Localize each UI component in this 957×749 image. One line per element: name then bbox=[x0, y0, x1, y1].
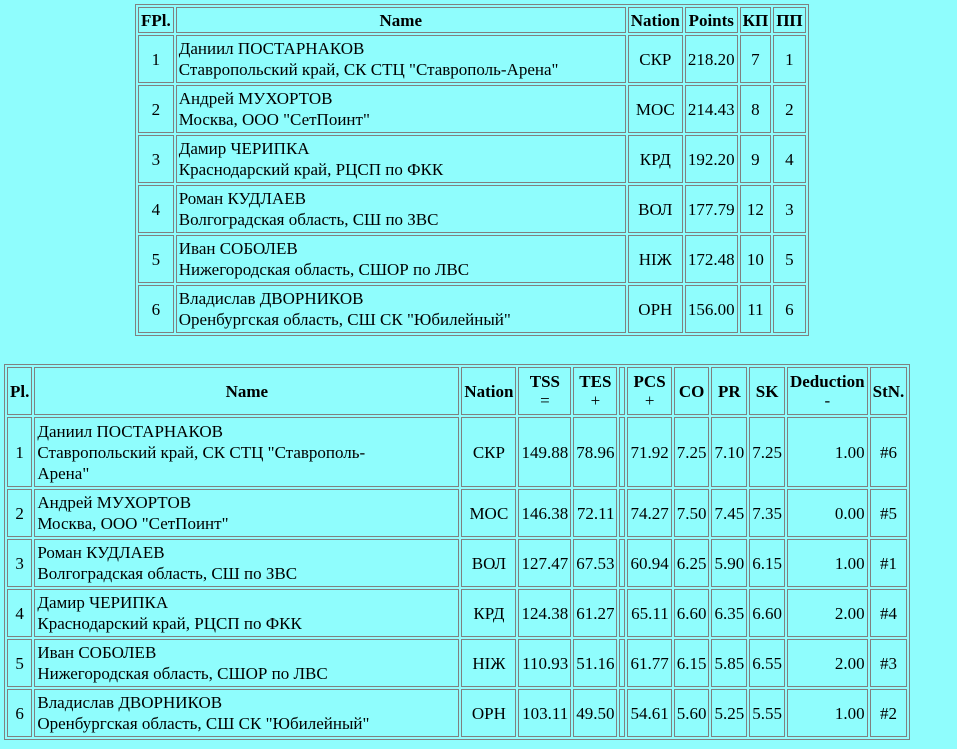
segment-pcs: 60.94 bbox=[627, 539, 671, 587]
final-kp: 11 bbox=[740, 285, 772, 333]
segment-stn: #2 bbox=[870, 689, 908, 737]
segment-header-spacer bbox=[619, 367, 625, 415]
segment-co: 7.25 bbox=[674, 417, 710, 487]
skater-name: Дамир ЧЕРИПКА bbox=[178, 139, 310, 158]
final-header-name: Name bbox=[176, 7, 626, 33]
segment-tss: 110.93 bbox=[518, 639, 571, 687]
final-points: 192.20 bbox=[685, 135, 738, 183]
skater-name: Андрей МУХОРТОВ bbox=[178, 89, 333, 108]
segment-tes: 78.96 bbox=[573, 417, 617, 487]
skater-club: Нижегородская область, СШОР по ЛВС bbox=[37, 664, 328, 683]
segment-nation: ОРН bbox=[461, 689, 516, 737]
segment-row bbox=[7, 539, 907, 587]
final-pp: 4 bbox=[773, 135, 805, 183]
segment-place: 4 bbox=[7, 589, 32, 637]
segment-header-co: CO bbox=[674, 367, 710, 415]
final-place: 4 bbox=[138, 185, 174, 233]
final-name-cell bbox=[176, 135, 626, 183]
tes-label: TES bbox=[579, 372, 612, 391]
skater-name: Роман КУДЛАЕВ bbox=[37, 543, 165, 562]
final-points: 214.43 bbox=[685, 85, 738, 133]
segment-tes: 51.16 bbox=[573, 639, 617, 687]
segment-tss: 146.38 bbox=[518, 489, 571, 537]
segment-tss: 103.11 bbox=[518, 689, 571, 737]
segment-header-stn: StN. bbox=[870, 367, 908, 415]
final-header-points: Points bbox=[685, 7, 738, 33]
final-nation: ОРН bbox=[628, 285, 683, 333]
segment-row bbox=[7, 639, 907, 687]
segment-header-deduction bbox=[787, 367, 868, 415]
segment-co: 7.50 bbox=[674, 489, 710, 537]
skater-name: Владислав ДВОРНИКОВ bbox=[178, 289, 364, 308]
final-name-cell bbox=[176, 35, 626, 83]
segment-spacer bbox=[619, 589, 625, 637]
final-place: 5 bbox=[138, 235, 174, 283]
segment-place: 2 bbox=[7, 489, 32, 537]
final-header-place: FPl. bbox=[138, 7, 174, 33]
segment-row bbox=[7, 489, 907, 537]
segment-row bbox=[7, 589, 907, 637]
deduction-label: Deduction bbox=[789, 372, 865, 391]
skater-club: Краснодарский край, РЦСП по ФКК bbox=[37, 614, 302, 633]
segment-spacer bbox=[619, 417, 625, 487]
segment-spacer bbox=[619, 689, 625, 737]
segment-name-cell bbox=[34, 489, 459, 537]
final-name-cell bbox=[176, 185, 626, 233]
segment-tss: 124.38 bbox=[518, 589, 571, 637]
segment-place: 1 bbox=[7, 417, 32, 487]
segment-pr: 5.85 bbox=[711, 639, 747, 687]
deduction-operator: - bbox=[824, 391, 831, 410]
segment-pcs: 65.11 bbox=[627, 589, 671, 637]
final-kp: 8 bbox=[740, 85, 772, 133]
segment-spacer bbox=[619, 489, 625, 537]
tes-operator: + bbox=[590, 391, 601, 410]
final-header-pp: ПП bbox=[773, 7, 805, 33]
skater-name: Дамир ЧЕРИПКА bbox=[37, 593, 169, 612]
final-row bbox=[138, 285, 806, 333]
final-place: 3 bbox=[138, 135, 174, 183]
skater-name: Роман КУДЛАЕВ bbox=[178, 189, 306, 208]
final-points: 172.48 bbox=[685, 235, 738, 283]
segment-sk: 7.35 bbox=[749, 489, 785, 537]
final-kp: 10 bbox=[740, 235, 772, 283]
segment-header-tss bbox=[518, 367, 571, 415]
segment-deduction: 1.00 bbox=[787, 539, 868, 587]
segment-header-pr: PR bbox=[711, 367, 747, 415]
final-row bbox=[138, 135, 806, 183]
segment-sk: 6.15 bbox=[749, 539, 785, 587]
segment-spacer bbox=[619, 539, 625, 587]
final-row bbox=[138, 35, 806, 83]
tss-operator: = bbox=[540, 391, 550, 410]
segment-pr: 5.90 bbox=[711, 539, 747, 587]
segment-nation: НІЖ bbox=[461, 639, 516, 687]
segment-header-name: Name bbox=[34, 367, 459, 415]
segment-sk: 5.55 bbox=[749, 689, 785, 737]
final-pp: 1 bbox=[773, 35, 805, 83]
segment-co: 6.25 bbox=[674, 539, 710, 587]
segment-pcs: 71.92 bbox=[627, 417, 671, 487]
final-pp: 5 bbox=[773, 235, 805, 283]
segment-nation: СКР bbox=[461, 417, 516, 487]
segment-header-nation: Nation bbox=[461, 367, 516, 415]
final-name-cell bbox=[176, 285, 626, 333]
skater-name: Владислав ДВОРНИКОВ bbox=[37, 693, 223, 712]
final-points: 156.00 bbox=[685, 285, 738, 333]
segment-pcs: 61.77 bbox=[627, 639, 671, 687]
segment-row bbox=[7, 689, 907, 737]
skater-club: Волгоградская область, СШ по ЗВС bbox=[178, 210, 439, 229]
final-pp: 3 bbox=[773, 185, 805, 233]
segment-place: 6 bbox=[7, 689, 32, 737]
segment-co: 6.60 bbox=[674, 589, 710, 637]
segment-header-row bbox=[7, 367, 907, 415]
skater-name: Иван СОБОЛЕВ bbox=[178, 239, 298, 258]
final-row bbox=[138, 185, 806, 233]
segment-pcs: 74.27 bbox=[627, 489, 671, 537]
skater-club: Ставропольский край, СК СТЦ "Ставрополь-Арена" bbox=[178, 60, 559, 79]
segment-sk: 6.55 bbox=[749, 639, 785, 687]
segment-pr: 6.35 bbox=[711, 589, 747, 637]
segment-tes: 67.53 bbox=[573, 539, 617, 587]
segment-nation: ВОЛ bbox=[461, 539, 516, 587]
segment-header-place: Pl. bbox=[7, 367, 32, 415]
segment-co: 5.60 bbox=[674, 689, 710, 737]
final-nation: НІЖ bbox=[628, 235, 683, 283]
segment-name-cell bbox=[34, 417, 459, 487]
segment-name-cell bbox=[34, 539, 459, 587]
segment-pr: 7.10 bbox=[711, 417, 747, 487]
segment-pr: 7.45 bbox=[711, 489, 747, 537]
segment-place: 5 bbox=[7, 639, 32, 687]
final-place: 6 bbox=[138, 285, 174, 333]
segment-tes: 72.11 bbox=[573, 489, 617, 537]
segment-header-tes bbox=[573, 367, 617, 415]
final-pp: 2 bbox=[773, 85, 805, 133]
final-points: 218.20 bbox=[685, 35, 738, 83]
final-header-row bbox=[138, 7, 806, 33]
segment-stn: #1 bbox=[870, 539, 908, 587]
skater-club: Нижегородская область, СШОР по ЛВС bbox=[178, 260, 470, 279]
final-place: 1 bbox=[138, 35, 174, 83]
skater-club-continued: Арена" bbox=[37, 463, 90, 483]
final-name-cell bbox=[176, 235, 626, 283]
final-nation: СКР bbox=[628, 35, 683, 83]
final-points: 177.79 bbox=[685, 185, 738, 233]
skater-name: Андрей МУХОРТОВ bbox=[37, 493, 192, 512]
final-nation: МОС bbox=[628, 85, 683, 133]
final-nation: ВОЛ bbox=[628, 185, 683, 233]
final-place: 2 bbox=[138, 85, 174, 133]
final-row bbox=[138, 85, 806, 133]
segment-place: 3 bbox=[7, 539, 32, 587]
final-standings-table bbox=[135, 4, 809, 336]
skater-name: Даниил ПОСТАРНАКОВ bbox=[178, 39, 365, 58]
skater-name: Иван СОБОЛЕВ bbox=[37, 643, 157, 662]
final-nation: КРД bbox=[628, 135, 683, 183]
segment-tes: 49.50 bbox=[573, 689, 617, 737]
final-header-kp: КП bbox=[740, 7, 772, 33]
segment-tss: 149.88 bbox=[518, 417, 571, 487]
segment-stn: #6 bbox=[870, 417, 908, 487]
skater-club: Москва, ООО "СетПоинт" bbox=[37, 514, 229, 533]
final-pp: 6 bbox=[773, 285, 805, 333]
segment-nation: МОС bbox=[461, 489, 516, 537]
pcs-operator: + bbox=[644, 391, 655, 410]
segment-tes: 61.27 bbox=[573, 589, 617, 637]
final-kp: 7 bbox=[740, 35, 772, 83]
segment-results-table bbox=[4, 364, 910, 740]
skater-club: Волгоградская область, СШ по ЗВС bbox=[37, 564, 298, 583]
segment-stn: #4 bbox=[870, 589, 908, 637]
segment-name-cell bbox=[34, 639, 459, 687]
final-kp: 9 bbox=[740, 135, 772, 183]
segment-pr: 5.25 bbox=[711, 689, 747, 737]
segment-sk: 7.25 bbox=[749, 417, 785, 487]
segment-header-pcs bbox=[627, 367, 671, 415]
segment-deduction: 0.00 bbox=[787, 489, 868, 537]
segment-pcs: 54.61 bbox=[627, 689, 671, 737]
tss-label: TSS bbox=[529, 372, 560, 391]
pcs-label: PCS bbox=[633, 372, 666, 391]
final-kp: 12 bbox=[740, 185, 772, 233]
segment-stn: #5 bbox=[870, 489, 908, 537]
segment-name-cell bbox=[34, 689, 459, 737]
segment-nation: КРД bbox=[461, 589, 516, 637]
segment-row bbox=[7, 417, 907, 487]
segment-tss: 127.47 bbox=[518, 539, 571, 587]
final-row bbox=[138, 235, 806, 283]
final-name-cell bbox=[176, 85, 626, 133]
segment-deduction: 1.00 bbox=[787, 689, 868, 737]
segment-deduction: 1.00 bbox=[787, 417, 868, 487]
segment-co: 6.15 bbox=[674, 639, 710, 687]
skater-club: Краснодарский край, РЦСП по ФКК bbox=[178, 160, 444, 179]
segment-deduction: 2.00 bbox=[787, 639, 868, 687]
segment-spacer bbox=[619, 639, 625, 687]
skater-club: Оренбургская область, СШ СК "Юбилейный" bbox=[178, 310, 511, 329]
segment-header-sk: SK bbox=[749, 367, 785, 415]
segment-sk: 6.60 bbox=[749, 589, 785, 637]
segment-deduction: 2.00 bbox=[787, 589, 868, 637]
skater-club: Москва, ООО "СетПоинт" bbox=[178, 110, 370, 129]
skater-club: Ставропольский край, СК СТЦ "Ставрополь- bbox=[37, 442, 366, 462]
segment-name-cell bbox=[34, 589, 459, 637]
skater-club: Оренбургская область, СШ СК "Юбилейный" bbox=[37, 714, 370, 733]
final-header-nation: Nation bbox=[628, 7, 683, 33]
segment-stn: #3 bbox=[870, 639, 908, 687]
skater-name: Даниил ПОСТАРНАКОВ bbox=[37, 421, 223, 441]
